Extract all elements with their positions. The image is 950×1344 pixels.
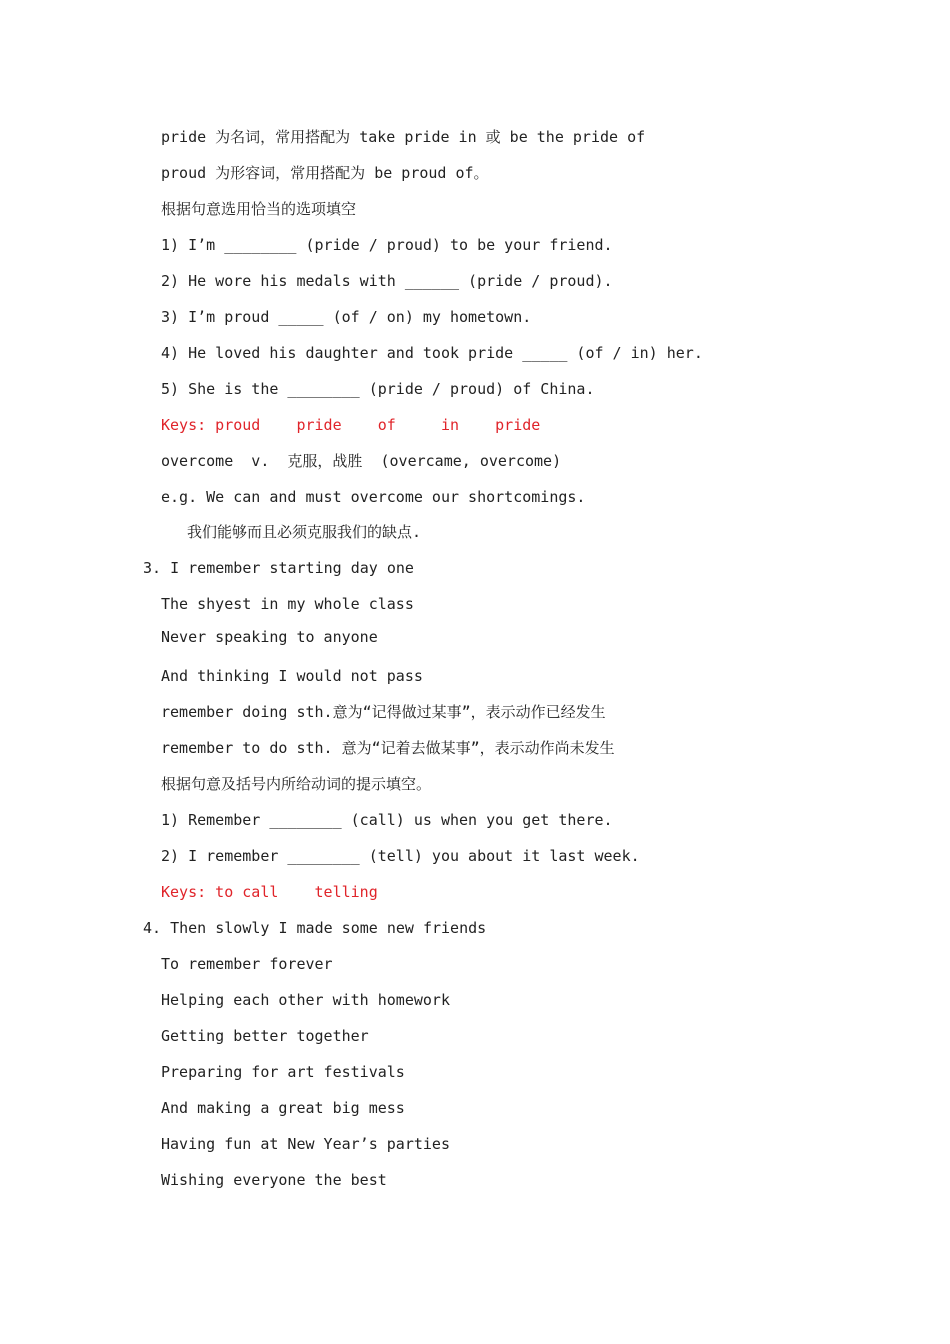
text-line: proud 为形容词，常用搭配为 be proud of。 [161,164,489,182]
lyric-line: Helping each other with homework [161,991,450,1009]
vocab-entry: overcome v. 克服，战胜 (overcame, overcome) [161,452,562,470]
answer-keys: Keys: proud pride of in pride [161,416,541,434]
exercise-item: 2) He wore his medals with ______ (pride / proud). [161,272,613,290]
grammar-note: remember to do sth. 意为“记着去做某事”，表示动作尚未发生 [161,739,615,757]
exercise-item: 2) I remember ________ (tell) you about it last week. [161,847,640,865]
lyric-section-heading: 3. I remember starting day one [143,559,414,577]
lyric-line: Never speaking to anyone [161,628,378,646]
exercise-item: 1) Remember ________ (call) us when you get there. [161,811,613,829]
exercise-item: 4) He loved his daughter and took pride _____ (of / in) her. [161,344,703,362]
answer-keys: Keys: to call telling [161,883,378,901]
lyric-line: To remember forever [161,955,333,973]
text-line: 根据句意选用恰当的选项填空 [161,200,357,218]
example-sentence: e.g. We can and must overcome our shortcomings. [161,488,586,506]
example-translation: 我们能够而且必须克服我们的缺点. [187,523,422,541]
lyric-section-heading: 4. Then slowly I made some new friends [143,919,487,937]
exercise-item: 5) She is the ________ (pride / proud) of China. [161,380,595,398]
exercise-item: 3) I’m proud _____ (of / on) my hometown. [161,308,532,326]
lyric-line: Getting better together [161,1027,369,1045]
lyric-line: The shyest in my whole class [161,595,414,613]
lyric-line: Preparing for art festivals [161,1063,405,1081]
grammar-note: remember doing sth.意为“记得做过某事”，表示动作已经发生 [161,703,606,721]
lyric-line: Wishing everyone the best [161,1171,387,1189]
text-line: pride 为名词，常用搭配为 take pride in 或 be the pride of [161,128,646,146]
lyric-line: And making a great big mess [161,1099,405,1117]
text-line: 根据句意及括号内所给动词的提示填空。 [161,775,432,793]
lyric-line: Having fun at New Year’s parties [161,1135,450,1153]
lyric-line: And thinking I would not pass [161,667,423,685]
exercise-item: 1) I’m ________ (pride / proud) to be your friend. [161,236,613,254]
